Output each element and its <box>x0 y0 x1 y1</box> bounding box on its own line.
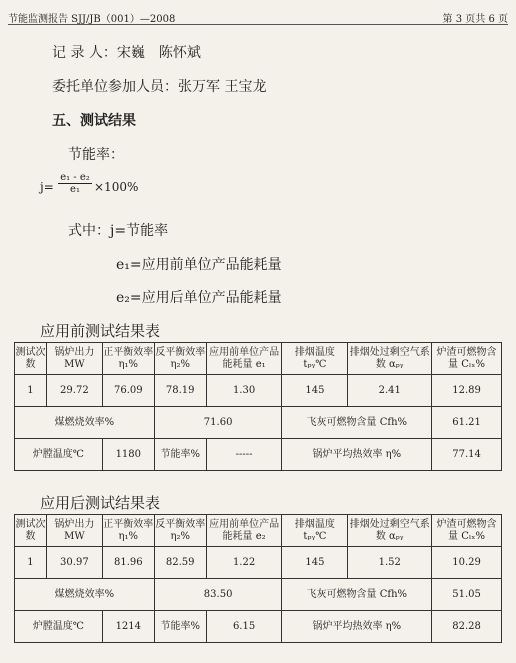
furnace-temp-value: 1180 <box>102 439 154 471</box>
formula-tail: ×100% <box>94 180 139 194</box>
data-cell: 2.41 <box>348 375 432 407</box>
table1-caption: 应用前测试结果表 <box>40 322 161 340</box>
header-cell: 正平衡效率 η₁% <box>102 343 154 375</box>
formula-lhs: j= <box>40 180 54 194</box>
saving-rate-value: ----- <box>206 439 282 471</box>
avg-efficiency-label: 锅炉平均热效率 η% <box>282 439 432 471</box>
header-cell: 排烟处过剩空气系数 αₚᵧ <box>348 343 432 375</box>
header-cell: 反平衡效率 η₂% <box>154 515 206 547</box>
furnace-temp-label: 炉膛温度℃ <box>15 439 103 471</box>
header-cell: 正平衡效率 η₁% <box>102 515 154 547</box>
avg-efficiency-value: 77.14 <box>432 439 502 471</box>
header-cell: 锅炉出力 MW <box>46 343 102 375</box>
fly-ash-value: 51.05 <box>432 579 502 611</box>
data-cell: 145 <box>282 547 348 579</box>
header-cell: 炉渣可燃物含量 Cₗₓ% <box>432 343 502 375</box>
fly-ash-value: 61.21 <box>432 407 502 439</box>
rate-title: 节能率： <box>68 147 124 163</box>
data-cell: 30.97 <box>46 547 102 579</box>
header-cell: 应用前单位产品能耗量 e₁ <box>206 343 282 375</box>
header-cell: 测试次数 <box>15 343 47 375</box>
data-cell: 81.96 <box>102 547 154 579</box>
e2-line: e₂=应用后单位产品能耗量 <box>116 290 282 306</box>
section-title: 五、测试结果 <box>52 113 136 129</box>
data-cell: 1.52 <box>348 547 432 579</box>
data-cell: 145 <box>282 375 348 407</box>
recorder-line: 记 录 人：宋巍 陈怀斌 <box>52 45 201 61</box>
formula-denominator: e₁ <box>70 184 80 195</box>
page-number: 第 3 页共 6 页 <box>442 14 508 25</box>
data-cell: 1 <box>15 375 47 407</box>
fly-ash-label: 飞灰可燃物含量 Cfh% <box>282 407 432 439</box>
header-cell: 排烟温度 tₚᵧ℃ <box>282 343 348 375</box>
header-cell: 锅炉出力 MW <box>46 515 102 547</box>
page-header <box>8 8 508 25</box>
coal-efficiency-value: 71.60 <box>154 407 282 439</box>
data-cell: 1 <box>15 547 47 579</box>
data-cell: 12.89 <box>432 375 502 407</box>
fly-ash-label: 飞灰可燃物含量 Cfh% <box>282 579 432 611</box>
formula-numerator: e₁ - e₂ <box>58 172 92 184</box>
where-line: 式中：j=节能率 <box>68 223 169 239</box>
data-cell: 29.72 <box>46 375 102 407</box>
avg-efficiency-label: 锅炉平均热效率 η% <box>282 611 432 643</box>
header-cell: 反平衡效率 η₂% <box>154 343 206 375</box>
header-cell: 应用前单位产品能耗量 e₂ <box>206 515 282 547</box>
header-cell: 炉渣可燃物含量 Cₗₓ% <box>432 515 502 547</box>
avg-efficiency-value: 82.28 <box>432 611 502 643</box>
table2-caption: 应用后测试结果表 <box>40 494 161 512</box>
header-cell: 排烟温度 tₚᵧ℃ <box>282 515 348 547</box>
coal-efficiency-value: 83.50 <box>154 579 282 611</box>
furnace-temp-value: 1214 <box>102 611 154 643</box>
saving-rate-value: 6.15 <box>206 611 282 643</box>
coal-efficiency-label: 煤燃烧效率% <box>15 407 155 439</box>
header-cell: 测试次数 <box>15 515 47 547</box>
data-cell: 76.09 <box>102 375 154 407</box>
data-cell: 1.30 <box>206 375 282 407</box>
after-results-table <box>14 514 502 643</box>
client-line: 委托单位参加人员：张万军 王宝龙 <box>52 79 267 95</box>
data-cell: 1.22 <box>206 547 282 579</box>
data-cell: 78.19 <box>154 375 206 407</box>
saving-rate-label: 节能率% <box>154 439 206 471</box>
coal-efficiency-label: 煤燃烧效率% <box>15 579 155 611</box>
e1-line: e₁=应用前单位产品能耗量 <box>116 257 282 273</box>
before-results-table <box>14 342 502 471</box>
data-cell: 82.59 <box>154 547 206 579</box>
header-title: 节能监测报告 SJJ/JB（001）—2008 <box>8 14 176 25</box>
header-cell: 排烟处过剩空气系数 αₚᵧ <box>348 515 432 547</box>
furnace-temp-label: 炉膛温度℃ <box>15 611 103 643</box>
saving-rate-label: 节能率% <box>154 611 206 643</box>
data-cell: 10.29 <box>432 547 502 579</box>
